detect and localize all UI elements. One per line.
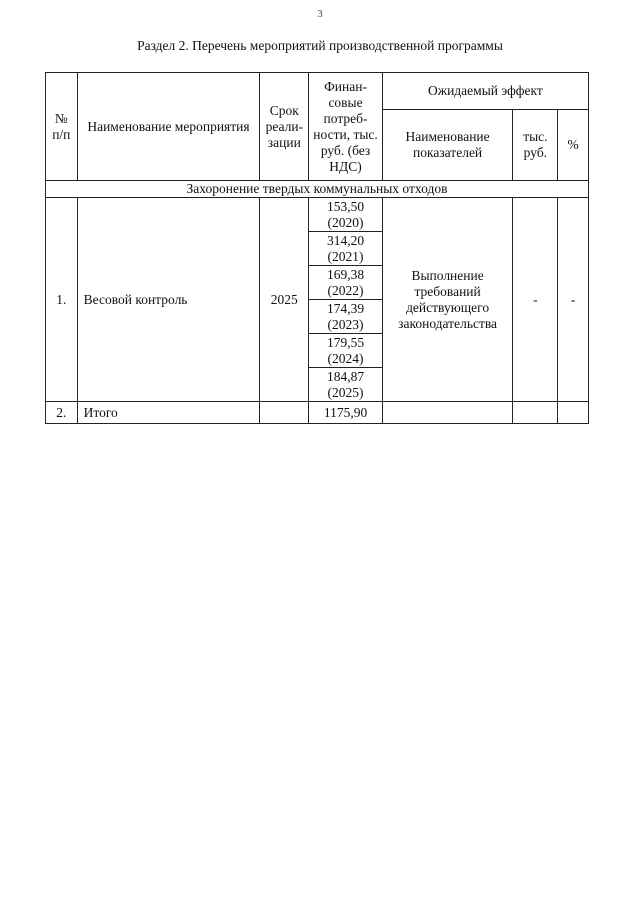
finance-value: 174,39 [326,300,365,316]
header-finance: Финан-совые потреб-ности, тыс. руб. (без НДС) [309,73,382,181]
total-term-empty [260,402,309,424]
program-table [45,72,589,424]
finance-cell [309,198,382,232]
finance-cell [309,300,382,334]
total-label: Итого [77,402,260,424]
table-row [46,198,589,232]
finance-year: (2022) [327,282,364,298]
header-name: Наименование мероприятия [77,73,260,181]
finance-value: 179,55 [326,334,365,350]
row-term: 2025 [260,198,309,402]
finance-cell [309,334,382,368]
row-percent: - [558,198,589,402]
header-term: Срок реали-зации [260,73,309,181]
page-number: 3 [317,8,323,20]
total-row [46,402,589,424]
finance-year: (2025) [327,384,364,400]
row-num: 1. [46,198,78,402]
total-finance: 1175,90 [309,402,382,424]
total-percent-empty [558,402,589,424]
finance-value: 184,87 [326,368,365,384]
section-title: Раздел 2. Перечень мероприятий производственной программы [137,38,503,53]
total-thousand-empty [513,402,558,424]
section-row [46,181,589,198]
header-indicators: Наименование показателей [382,110,513,181]
finance-cell [309,232,382,266]
finance-value: 314,20 [326,232,365,248]
header-percent: % [558,110,589,181]
finance-cell [309,266,382,300]
section-label: Захоронение твердых коммунальных отходов [46,181,589,198]
header-effect: Ожидаемый эффект [382,73,588,110]
finance-year: (2024) [327,350,364,366]
finance-value: 169,38 [326,266,365,282]
finance-year: (2020) [327,214,364,230]
total-indicator-empty [382,402,513,424]
header-num: № п/п [46,73,78,181]
row-name: Весовой контроль [77,198,260,402]
finance-year: (2021) [327,248,364,264]
finance-cell [309,368,382,402]
finance-value: 153,50 [326,198,365,214]
header-thousand-rub: тыс. руб. [513,110,558,181]
total-num: 2. [46,402,78,424]
finance-year: (2023) [327,316,364,332]
header-row-top [46,73,589,110]
row-indicator: Выполнение требований действующего законодательства [382,198,513,402]
row-thousand-rub: - [513,198,558,402]
